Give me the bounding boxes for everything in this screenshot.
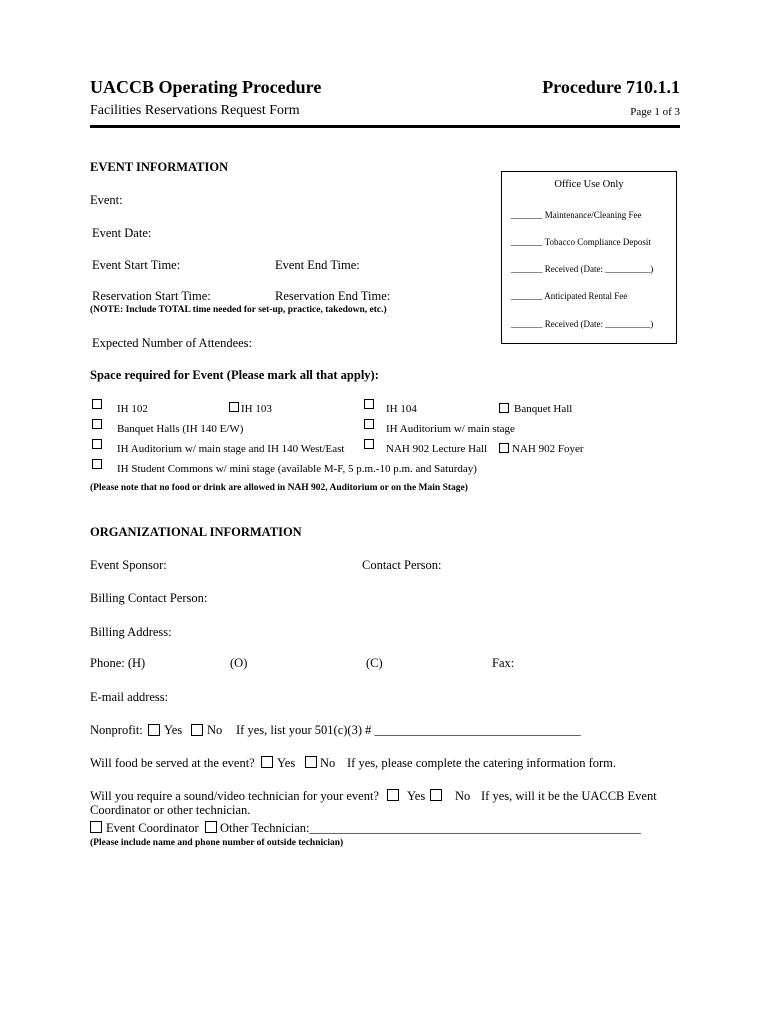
technician-yes-label: Yes bbox=[407, 789, 426, 803]
food-yes-checkbox[interactable] bbox=[261, 756, 273, 768]
billing-address-label: Billing Address: bbox=[90, 625, 172, 639]
other-technician-checkbox[interactable] bbox=[205, 821, 217, 833]
nah902-lecture-label: NAH 902 Lecture Hall bbox=[386, 443, 488, 455]
ih102-checkbox[interactable] bbox=[92, 399, 102, 409]
office-item-received-2: _______ Received (Date: __________) bbox=[511, 319, 654, 329]
banquet-halls-label: Banquet Halls (IH 140 E/W) bbox=[117, 423, 244, 435]
org-info-heading: ORGANIZATIONAL INFORMATION bbox=[90, 525, 302, 539]
technician-yes-checkbox[interactable] bbox=[387, 789, 399, 801]
nonprofit-no-checkbox[interactable] bbox=[191, 724, 203, 736]
event-coordinator-checkbox[interactable] bbox=[90, 821, 102, 833]
banquet-hall-label: Banquet Hall bbox=[514, 403, 573, 415]
nonprofit-no-label: No bbox=[207, 723, 223, 737]
food-label: Will food be served at the event? bbox=[90, 756, 255, 770]
ih104-label: IH 104 bbox=[386, 403, 417, 415]
phone-home-label: Phone: (H) bbox=[90, 656, 146, 670]
procedure-number: Procedure 710.1.1 bbox=[542, 77, 680, 97]
ih-auditorium-west-checkbox[interactable] bbox=[92, 439, 102, 449]
office-item-tobacco: _______ Tobacco Compliance Deposit bbox=[511, 237, 651, 247]
technician-note: (Please include name and phone number of outside technician) bbox=[90, 838, 344, 848]
food-yes-label: Yes bbox=[277, 756, 296, 770]
other-technician-label: Other Technician:_____________________________________________________ bbox=[220, 821, 641, 835]
reservation-end-label: Reservation End Time: bbox=[275, 289, 391, 303]
sponsor-label: Event Sponsor: bbox=[90, 558, 167, 572]
billing-contact-label: Billing Contact Person: bbox=[90, 591, 208, 605]
food-no-checkbox[interactable] bbox=[305, 756, 317, 768]
event-end-time-label: Event End Time: bbox=[275, 258, 360, 272]
event-label: Event: bbox=[90, 193, 123, 207]
ih102-label: IH 102 bbox=[117, 403, 148, 415]
technician-no-checkbox[interactable] bbox=[430, 789, 442, 801]
commons-checkbox[interactable] bbox=[92, 459, 102, 469]
food-catering-note: If yes, please complete the catering information form. bbox=[347, 756, 616, 770]
time-note: (NOTE: Include TOTAL time needed for set-up, practice, takedown, etc.) bbox=[90, 305, 387, 315]
office-use-box bbox=[501, 171, 677, 344]
technician-tail: If yes, will it be the UACCB Event bbox=[481, 789, 657, 803]
technician-no-label: No bbox=[455, 789, 471, 803]
event-start-time-label: Event Start Time: bbox=[92, 258, 181, 272]
nonprofit-yes-checkbox[interactable] bbox=[148, 724, 160, 736]
document-title: UACCB Operating Procedure bbox=[90, 77, 322, 97]
banquet-hall-checkbox[interactable] bbox=[499, 403, 509, 413]
ih104-checkbox[interactable] bbox=[364, 399, 374, 409]
nah902-foyer-label: NAH 902 Foyer bbox=[512, 443, 584, 455]
event-coordinator-label: Event Coordinator bbox=[106, 821, 199, 835]
ih-auditorium-label: IH Auditorium w/ main stage bbox=[386, 423, 515, 435]
ih103-checkbox[interactable] bbox=[229, 402, 239, 412]
technician-label: Will you require a sound/video technician for your event? bbox=[90, 789, 379, 803]
food-no-label: No bbox=[320, 756, 336, 770]
phone-cell-label: (C) bbox=[366, 656, 383, 670]
nah902-foyer-checkbox[interactable] bbox=[499, 443, 509, 453]
ih103-label: IH 103 bbox=[241, 403, 272, 415]
banquet-halls-checkbox[interactable] bbox=[92, 419, 102, 429]
phone-office-label: (O) bbox=[230, 656, 248, 670]
nonprofit-label: Nonprofit: bbox=[90, 723, 143, 737]
space-heading: Space required for Event (Please mark all that apply): bbox=[90, 368, 379, 382]
contact-person-label: Contact Person: bbox=[362, 558, 442, 572]
office-item-received-1: _______ Received (Date: __________) bbox=[511, 264, 654, 274]
header-rule bbox=[90, 125, 680, 128]
ih-auditorium-west-label: IH Auditorium w/ main stage and IH 140 West/East bbox=[117, 443, 345, 455]
office-item-maintenance: _______ Maintenance/Cleaning Fee bbox=[511, 210, 642, 220]
commons-label: IH Student Commons w/ mini stage (available M-F, 5 p.m.-10 p.m. and Saturday) bbox=[117, 463, 477, 475]
page-indicator: Page 1 of 3 bbox=[630, 106, 680, 118]
office-use-title: Office Use Only bbox=[554, 179, 624, 190]
food-drink-note: (Please note that no food or drink are allowed in NAH 902, Auditorium or on the Main Stage) bbox=[90, 483, 468, 493]
nonprofit-yes-label: Yes bbox=[164, 723, 183, 737]
reservation-start-label: Reservation Start Time: bbox=[92, 289, 211, 303]
attendees-label: Expected Number of Attendees: bbox=[92, 336, 253, 350]
nonprofit-501c3-label: If yes, list your 501(c)(3) # _________________________________ bbox=[236, 723, 581, 737]
email-label: E-mail address: bbox=[90, 690, 169, 704]
event-date-label: Event Date: bbox=[92, 226, 152, 240]
event-info-heading: EVENT INFORMATION bbox=[90, 160, 229, 174]
ih-auditorium-checkbox[interactable] bbox=[364, 419, 374, 429]
nah902-lecture-checkbox[interactable] bbox=[364, 439, 374, 449]
fax-label: Fax: bbox=[492, 656, 515, 670]
form-subtitle: Facilities Reservations Request Form bbox=[90, 103, 300, 118]
office-item-rental-fee: _______ Anticipated Rental Fee bbox=[511, 291, 628, 301]
technician-line2: Coordinator or other technician. bbox=[90, 803, 251, 817]
